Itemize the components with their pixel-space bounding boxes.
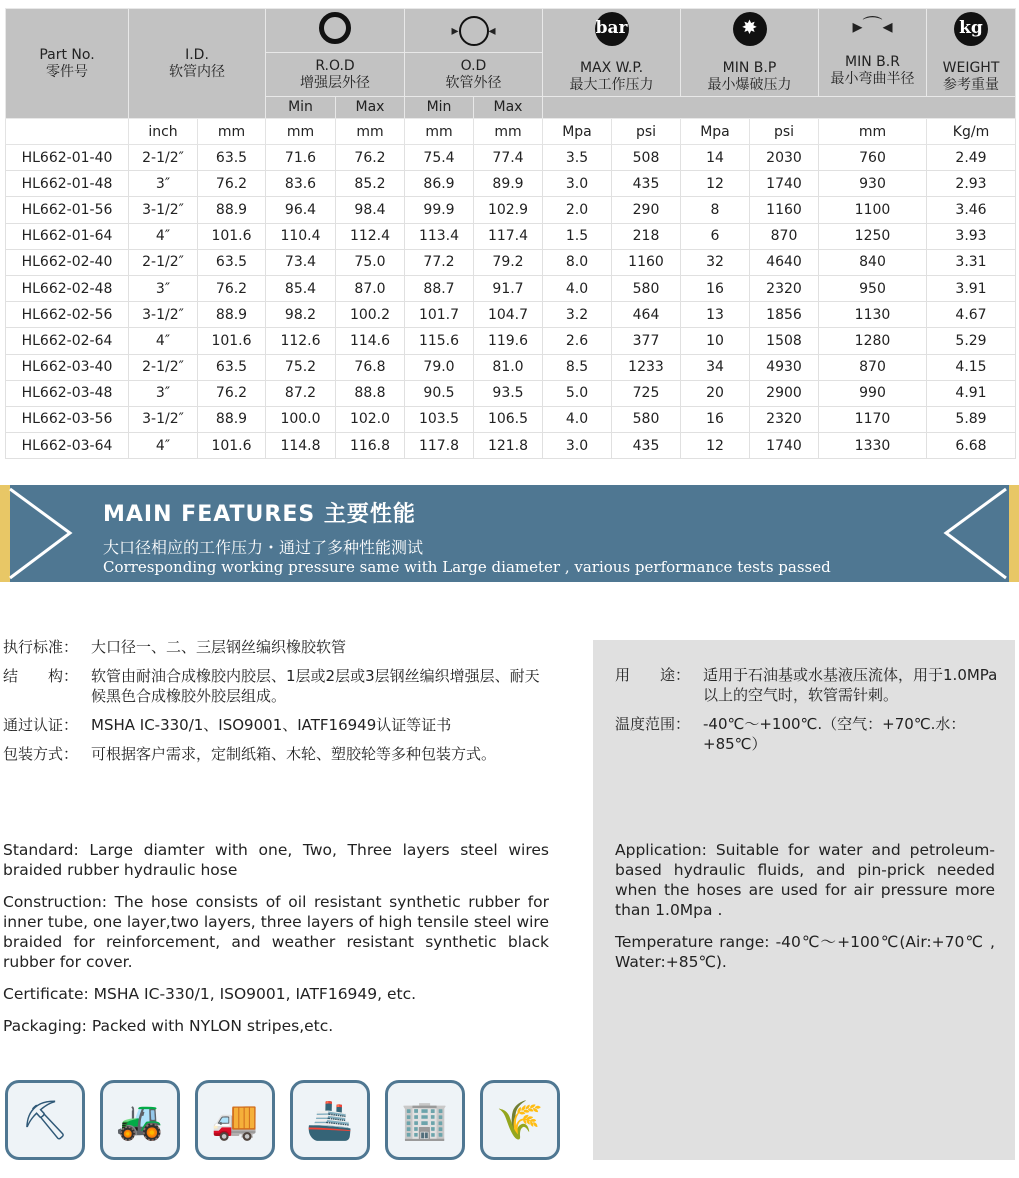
unit-cell: inch [129, 119, 198, 145]
table-cell: 2.49 [927, 145, 1016, 171]
table-cell: 76.2 [198, 171, 266, 197]
kg-icon: kg [954, 12, 988, 46]
application-icons [5, 1080, 560, 1160]
table-cell: 3-1/2″ [129, 406, 198, 432]
table-cell: 3.0 [543, 171, 612, 197]
header-max-wp: bar MAX W.P. 最大工作压力 [543, 9, 681, 97]
rod-max: Max [336, 97, 405, 119]
table-cell: 81.0 [474, 354, 543, 380]
table-cell: 725 [612, 380, 681, 406]
table-cell: 83.6 [266, 171, 336, 197]
table-cell: 870 [750, 223, 819, 249]
table-cell: 464 [612, 302, 681, 328]
table-cell: 6.68 [927, 433, 1016, 459]
tractor-icon: 🌾 [480, 1080, 560, 1160]
excavator-icon: ⛏ [5, 1080, 85, 1160]
header-min-br: ▸⌒◂ MIN B.R 最小弯曲半径 [819, 9, 927, 97]
table-cell: 840 [819, 249, 927, 275]
unit-cell: mm [336, 119, 405, 145]
building-icon: 🏢 [385, 1080, 465, 1160]
table-cell: 290 [612, 197, 681, 223]
table-cell: 3″ [129, 380, 198, 406]
table-cell: 4″ [129, 328, 198, 354]
table-cell: HL662-01-48 [6, 171, 129, 197]
table-cell: 3-1/2″ [129, 302, 198, 328]
table-cell: 76.2 [198, 380, 266, 406]
table-cell: 16 [681, 406, 750, 432]
features-en-left: Standard: Large diamter with one, Two, Three layers steel wires braided rubber hydraulic hose Construction: The hose consists of oil resistant synthetic rubber for inner tube, one layer,two layers, three layers of high tensile steel wire braided for reinforcement, and weather resistant synthetic black rubber for cover. Certificate: MSHA IC-330/1, ISO9001, IATF16949, etc. Packaging: Packed with NYLON stripes,etc. [3, 841, 549, 1035]
table-cell: 1856 [750, 302, 819, 328]
table-cell: 8.5 [543, 354, 612, 380]
unit-cell: mm [819, 119, 927, 145]
table-cell: 930 [819, 171, 927, 197]
table-cell: 76.2 [198, 275, 266, 301]
table-cell: 101.6 [198, 433, 266, 459]
table-cell: 76.8 [336, 354, 405, 380]
table-cell: 93.5 [474, 380, 543, 406]
unit-cell: Mpa [681, 119, 750, 145]
table-cell: 990 [819, 380, 927, 406]
header-part-no: Part No. 零件号 [6, 9, 129, 119]
table-cell: HL662-03-40 [6, 354, 129, 380]
rod-min: Min [266, 97, 336, 119]
table-cell: 4.0 [543, 275, 612, 301]
banner-subtitle-zh: 大口径相应的工作压力・通过了多种性能测试 [103, 538, 424, 557]
table-cell: 6 [681, 223, 750, 249]
table-row [6, 302, 1016, 328]
table-cell: 117.8 [405, 433, 474, 459]
table-cell: 1250 [819, 223, 927, 249]
rod-icon [266, 9, 405, 53]
table-row [6, 249, 1016, 275]
table-cell: 101.7 [405, 302, 474, 328]
table-cell: 114.6 [336, 328, 405, 354]
units-row [6, 119, 1016, 145]
table-cell: 91.7 [474, 275, 543, 301]
table-cell: 1740 [750, 433, 819, 459]
header-rod: R.O.D 增强层外径 [266, 53, 405, 97]
table-cell: 63.5 [198, 145, 266, 171]
table-cell: HL662-03-56 [6, 406, 129, 432]
table-cell: 8.0 [543, 249, 612, 275]
table-cell: 87.0 [336, 275, 405, 301]
table-cell: 3.5 [543, 145, 612, 171]
table-row [6, 328, 1016, 354]
table-cell: 102.0 [336, 406, 405, 432]
table-cell: 77.4 [474, 145, 543, 171]
table-row [6, 223, 1016, 249]
table-cell: HL662-03-48 [6, 380, 129, 406]
table-cell: 3-1/2″ [129, 197, 198, 223]
table-cell: 1130 [819, 302, 927, 328]
table-cell: 435 [612, 433, 681, 459]
table-cell: 121.8 [474, 433, 543, 459]
table-cell: 14 [681, 145, 750, 171]
table-cell: 75.0 [336, 249, 405, 275]
table-cell: 117.4 [474, 223, 543, 249]
unit-cell: Mpa [543, 119, 612, 145]
table-cell: 75.2 [266, 354, 336, 380]
table-cell: 1740 [750, 171, 819, 197]
table-cell: 12 [681, 433, 750, 459]
table-cell: 90.5 [405, 380, 474, 406]
table-cell: 1170 [819, 406, 927, 432]
main-features-banner [0, 485, 1019, 582]
unit-cell: mm [198, 119, 266, 145]
table-cell: 88.9 [198, 302, 266, 328]
table-cell: 110.4 [266, 223, 336, 249]
loader-icon: 🚜 [100, 1080, 180, 1160]
table-cell: 86.9 [405, 171, 474, 197]
table-cell: 1100 [819, 197, 927, 223]
table-cell: 76.2 [336, 145, 405, 171]
table-cell: 98.4 [336, 197, 405, 223]
table-cell: 8 [681, 197, 750, 223]
od-min: Min [405, 97, 474, 119]
table-cell: 119.6 [474, 328, 543, 354]
table-cell: 113.4 [405, 223, 474, 249]
table-cell: 4″ [129, 223, 198, 249]
table-cell: 2030 [750, 145, 819, 171]
table-cell: 1233 [612, 354, 681, 380]
table-cell: HL662-01-40 [6, 145, 129, 171]
table-cell: HL662-02-40 [6, 249, 129, 275]
table-cell: 870 [819, 354, 927, 380]
table-cell: HL662-01-56 [6, 197, 129, 223]
table-cell: 104.7 [474, 302, 543, 328]
spec-table [5, 8, 1016, 459]
table-cell: 377 [612, 328, 681, 354]
table-cell: 88.9 [198, 197, 266, 223]
header-weight: kg WEIGHT 参考重量 [927, 9, 1016, 97]
table-cell: HL662-02-56 [6, 302, 129, 328]
features-zh-left: 执行标准： 大口径一、二、三层钢丝编织橡胶软管 结 构： 软管由耐油合成橡胶内胶层、1层或2层或3层钢丝编织增强层、耐天候黑色合成橡胶外胶层组成。 通过认证： MSHA IC-330/1、ISO9001、IATF16949认证等证书 包装方式： 可根据客户需求，定制纸箱、木轮、塑胶轮等多种包装方式。 [3, 638, 540, 763]
table-cell: 5.89 [927, 406, 1016, 432]
table-cell: 79.0 [405, 354, 474, 380]
table-cell: 3.0 [543, 433, 612, 459]
table-cell: 760 [819, 145, 927, 171]
table-cell: 89.9 [474, 171, 543, 197]
table-cell: 102.9 [474, 197, 543, 223]
od-icon: ▸ ◂ [405, 9, 543, 53]
table-row [6, 275, 1016, 301]
unit-cell: Kg/m [927, 119, 1016, 145]
table-cell: 13 [681, 302, 750, 328]
ship-crane-icon: 🚢 [290, 1080, 370, 1160]
header-min-bp: ✸ MIN B.P 最小爆破压力 [681, 9, 819, 97]
table-cell: 106.5 [474, 406, 543, 432]
table-row [6, 406, 1016, 432]
table-cell: 4.67 [927, 302, 1016, 328]
table-cell: 1280 [819, 328, 927, 354]
table-cell: 100.2 [336, 302, 405, 328]
table-cell: 2-1/2″ [129, 249, 198, 275]
table-cell: 98.2 [266, 302, 336, 328]
table-cell: 85.4 [266, 275, 336, 301]
table-cell: 88.9 [198, 406, 266, 432]
table-cell: 2900 [750, 380, 819, 406]
table-cell: 3.93 [927, 223, 1016, 249]
table-cell: 115.6 [405, 328, 474, 354]
banner-title-zh: 主要性能 [323, 502, 416, 527]
table-cell: 96.4 [266, 197, 336, 223]
table-cell: 34 [681, 354, 750, 380]
table-cell: 950 [819, 275, 927, 301]
unit-cell: mm [405, 119, 474, 145]
bar-icon: bar [595, 12, 629, 46]
table-cell: 4640 [750, 249, 819, 275]
table-row [6, 354, 1016, 380]
features-en-right: Application: Suitable for water and petroleum-based hydraulic fluids, and pin-prick needed when the hoses are used for air pressure more than 1.0Mpa . Temperature range: -40℃～+100℃(Air:+70℃ , Water:+85℃). [615, 841, 995, 971]
table-cell: 3.46 [927, 197, 1016, 223]
table-cell: 3″ [129, 275, 198, 301]
table-cell: 4930 [750, 354, 819, 380]
banner-title: MAIN FEATURES [103, 502, 316, 527]
table-cell: 73.4 [266, 249, 336, 275]
table-cell: 63.5 [198, 249, 266, 275]
table-cell: 580 [612, 275, 681, 301]
table-cell: 508 [612, 145, 681, 171]
table-cell: 2320 [750, 406, 819, 432]
table-cell: 4.15 [927, 354, 1016, 380]
table-cell: 3.31 [927, 249, 1016, 275]
table-cell: 1.5 [543, 223, 612, 249]
table-cell: 2320 [750, 275, 819, 301]
table-cell: 103.5 [405, 406, 474, 432]
table-cell: 435 [612, 171, 681, 197]
table-cell: 116.8 [336, 433, 405, 459]
table-cell: 1160 [750, 197, 819, 223]
table-cell: HL662-03-64 [6, 433, 129, 459]
table-cell: 63.5 [198, 354, 266, 380]
table-cell: 5.0 [543, 380, 612, 406]
table-cell: 114.8 [266, 433, 336, 459]
table-row [6, 380, 1016, 406]
table-row [6, 197, 1016, 223]
table-row [6, 433, 1016, 459]
table-cell: HL662-02-64 [6, 328, 129, 354]
table-row [6, 171, 1016, 197]
table-cell: 3.91 [927, 275, 1016, 301]
table-cell: 71.6 [266, 145, 336, 171]
table-cell: 1160 [612, 249, 681, 275]
table-cell: 88.7 [405, 275, 474, 301]
table-cell: 10 [681, 328, 750, 354]
table-cell: 100.0 [266, 406, 336, 432]
table-cell: 77.2 [405, 249, 474, 275]
table-cell: 12 [681, 171, 750, 197]
bend-radius-icon: ▸⌒◂ [852, 13, 893, 38]
table-cell: 4.91 [927, 380, 1016, 406]
table-cell: 1508 [750, 328, 819, 354]
table-cell: 101.6 [198, 328, 266, 354]
unit-cell: mm [474, 119, 543, 145]
unit-cell: mm [266, 119, 336, 145]
dump-truck-icon: 🚚 [195, 1080, 275, 1160]
od-max: Max [474, 97, 543, 119]
table-cell: 16 [681, 275, 750, 301]
table-cell: 99.9 [405, 197, 474, 223]
table-cell: 5.29 [927, 328, 1016, 354]
table-cell: 3″ [129, 171, 198, 197]
unit-cell: psi [750, 119, 819, 145]
table-cell: 218 [612, 223, 681, 249]
table-cell: 85.2 [336, 171, 405, 197]
banner-subtitle-en: Corresponding working pressure same with Large diameter , various performance tests passed [103, 558, 831, 576]
table-row [6, 145, 1016, 171]
features-zh-right: 用 途： 适用于石油基或水基液压流体，用于1.0MPa以上的空气时，软管需针刺。 温度范围： -40℃～+100℃.（空气：+70℃.水：+85℃） [615, 666, 998, 753]
table-cell: 3.2 [543, 302, 612, 328]
table-cell: 101.6 [198, 223, 266, 249]
header-id: I.D. 软管内径 [129, 9, 266, 119]
table-cell: 2.0 [543, 197, 612, 223]
header-od: O.D 软管外径 [405, 53, 543, 97]
table-cell: 87.2 [266, 380, 336, 406]
table-cell: 75.4 [405, 145, 474, 171]
table-cell: 88.8 [336, 380, 405, 406]
table-cell: 79.2 [474, 249, 543, 275]
table-cell: 1330 [819, 433, 927, 459]
table-cell: 112.6 [266, 328, 336, 354]
table-cell: 2.93 [927, 171, 1016, 197]
table-cell: HL662-01-64 [6, 223, 129, 249]
table-cell: 2-1/2″ [129, 354, 198, 380]
table-cell: 4.0 [543, 406, 612, 432]
table-cell: 20 [681, 380, 750, 406]
table-cell: 580 [612, 406, 681, 432]
table-cell: 2.6 [543, 328, 612, 354]
table-cell: 32 [681, 249, 750, 275]
unit-cell: psi [612, 119, 681, 145]
table-cell: 2-1/2″ [129, 145, 198, 171]
table-cell: 4″ [129, 433, 198, 459]
burst-icon: ✸ [733, 12, 767, 46]
table-cell: 112.4 [336, 223, 405, 249]
table-cell: HL662-02-48 [6, 275, 129, 301]
